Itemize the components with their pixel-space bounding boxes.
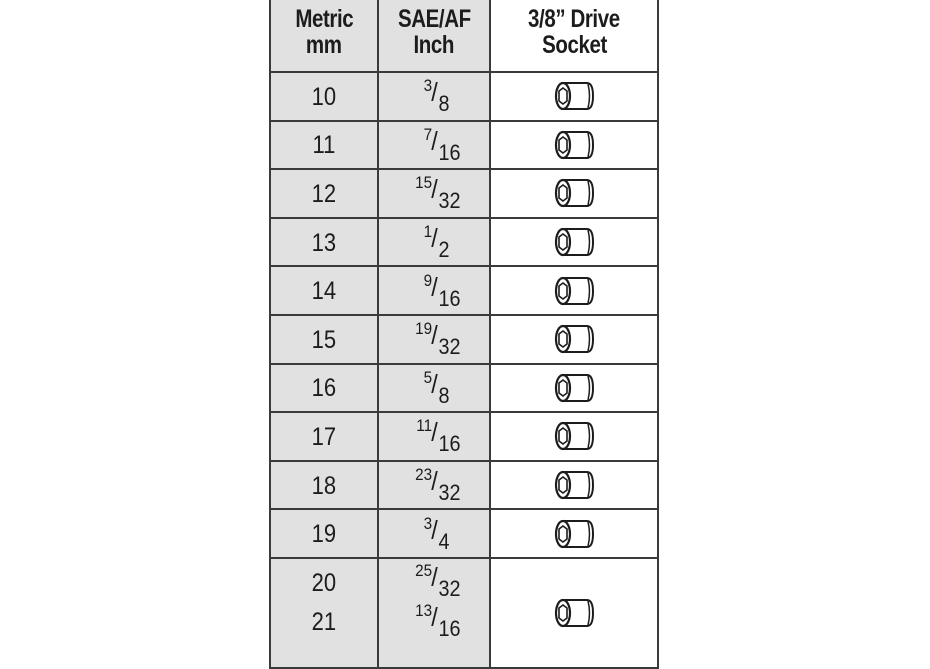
fraction-numerator: 3 [423, 513, 433, 533]
fraction-denominator: 16 [438, 139, 461, 165]
metric-value: 20 [311, 568, 337, 597]
table-row [269, 122, 659, 171]
fraction-slash: / [431, 466, 438, 497]
metric-value: 11 [312, 131, 336, 160]
sae-cell [377, 267, 489, 316]
socket-cell [489, 316, 659, 365]
fraction-denominator: 8 [438, 91, 450, 117]
fraction-denominator: 4 [438, 528, 450, 554]
socket-icon [553, 372, 595, 404]
metric-cell [269, 365, 377, 414]
metric-value: 18 [311, 471, 337, 500]
socket-icon [553, 80, 595, 112]
fraction-denominator: 16 [438, 615, 461, 641]
fraction-numerator: 23 [415, 465, 433, 485]
socket-icon [553, 469, 595, 501]
fraction-numerator: 7 [423, 124, 433, 144]
metric-value: 19 [311, 520, 337, 549]
socket-cell [489, 73, 659, 122]
table-row [269, 170, 659, 219]
metric-value: 14 [311, 277, 337, 306]
sae-fraction [407, 416, 461, 456]
fraction-numerator: 11 [416, 416, 433, 436]
table-row [269, 73, 659, 122]
socket-cell [489, 510, 659, 559]
fraction-denominator: 32 [438, 188, 461, 214]
sae-fraction [407, 76, 461, 116]
metric-cell [269, 122, 377, 171]
metric-value: 13 [311, 228, 337, 257]
header-metric-line2: mm [306, 30, 342, 59]
metric-value: 16 [311, 374, 337, 403]
socket-cell [489, 219, 659, 268]
fraction-slash: / [431, 320, 438, 351]
fraction-denominator: 16 [438, 285, 461, 311]
fraction-slash: / [431, 174, 438, 205]
socket-cell [489, 170, 659, 219]
socket-icon [553, 275, 595, 307]
fraction-numerator: 1 [423, 222, 433, 242]
fraction-numerator: 9 [423, 270, 433, 290]
sae-fraction [407, 561, 461, 601]
fraction-slash: / [431, 125, 438, 156]
header-metric [269, 0, 377, 73]
fraction-denominator: 16 [438, 431, 461, 457]
fraction-slash: / [431, 271, 438, 302]
fraction-denominator: 32 [438, 480, 461, 506]
sae-cell [377, 316, 489, 365]
header-socket-line2: Socket [541, 30, 607, 59]
socket-cell [489, 365, 659, 414]
socket-size-table [269, 0, 659, 669]
metric-cell [269, 559, 377, 669]
metric-cell [269, 267, 377, 316]
sae-fraction [407, 514, 461, 554]
table-row [269, 316, 659, 365]
table-row [269, 267, 659, 316]
metric-value: 12 [311, 179, 337, 208]
header-sae-line1: SAE/AF [397, 4, 471, 33]
table-row [269, 219, 659, 268]
table-row-merged [269, 559, 659, 669]
metric-cell [269, 219, 377, 268]
metric-value: 21 [311, 607, 337, 636]
header-socket-line1: 3/8” Drive [528, 4, 620, 33]
metric-cell [269, 413, 377, 462]
metric-value: 15 [311, 325, 337, 354]
metric-cell [269, 170, 377, 219]
socket-cell [489, 413, 659, 462]
metric-cell [269, 462, 377, 511]
table-row [269, 462, 659, 511]
table-row [269, 510, 659, 559]
sae-fraction [407, 222, 461, 262]
sae-fraction [407, 125, 461, 165]
table-row [269, 365, 659, 414]
sae-fraction [407, 271, 461, 311]
socket-cell [489, 559, 659, 669]
sae-cell [377, 170, 489, 219]
header-socket [489, 0, 659, 73]
sae-fraction [407, 601, 461, 641]
socket-icon [553, 597, 595, 629]
sae-fraction [407, 465, 461, 505]
socket-cell [489, 267, 659, 316]
metric-cell [269, 73, 377, 122]
metric-cell [269, 510, 377, 559]
sae-fraction [407, 368, 461, 408]
socket-icon [553, 226, 595, 258]
socket-icon [553, 129, 595, 161]
header-sae-line2: Inch [413, 30, 455, 59]
header-metric-line1: Metric [295, 4, 353, 33]
sae-fraction [407, 319, 461, 359]
sae-cell [377, 462, 489, 511]
metric-value: 10 [311, 82, 337, 111]
fraction-denominator: 2 [438, 237, 450, 263]
fraction-numerator: 15 [415, 173, 433, 193]
fraction-slash: / [431, 368, 438, 399]
socket-icon [553, 323, 595, 355]
fraction-slash: / [431, 417, 438, 448]
fraction-denominator: 32 [438, 334, 461, 360]
sae-fraction [407, 173, 461, 213]
fraction-numerator: 3 [423, 76, 433, 96]
fraction-denominator: 8 [438, 382, 450, 408]
fraction-slash: / [431, 223, 438, 254]
sae-cell [377, 559, 489, 669]
table-row [269, 413, 659, 462]
sae-cell [377, 219, 489, 268]
fraction-slash: / [431, 514, 438, 545]
socket-icon [553, 177, 595, 209]
sae-cell [377, 510, 489, 559]
metric-value: 17 [311, 422, 337, 451]
metric-cell [269, 316, 377, 365]
socket-icon [553, 420, 595, 452]
sae-cell [377, 365, 489, 414]
socket-cell [489, 122, 659, 171]
fraction-slash: / [431, 77, 438, 108]
table-header-row [269, 0, 659, 73]
fraction-numerator: 13 [415, 600, 433, 620]
socket-icon [553, 518, 595, 550]
sae-cell [377, 73, 489, 122]
fraction-denominator: 32 [438, 575, 461, 601]
sae-cell [377, 122, 489, 171]
fraction-numerator: 19 [415, 319, 433, 339]
header-sae [377, 0, 489, 73]
sae-cell [377, 413, 489, 462]
fraction-numerator: 5 [423, 367, 433, 387]
fraction-slash: / [431, 601, 438, 632]
fraction-slash: / [431, 561, 438, 592]
socket-cell [489, 462, 659, 511]
fraction-numerator: 25 [415, 560, 433, 580]
